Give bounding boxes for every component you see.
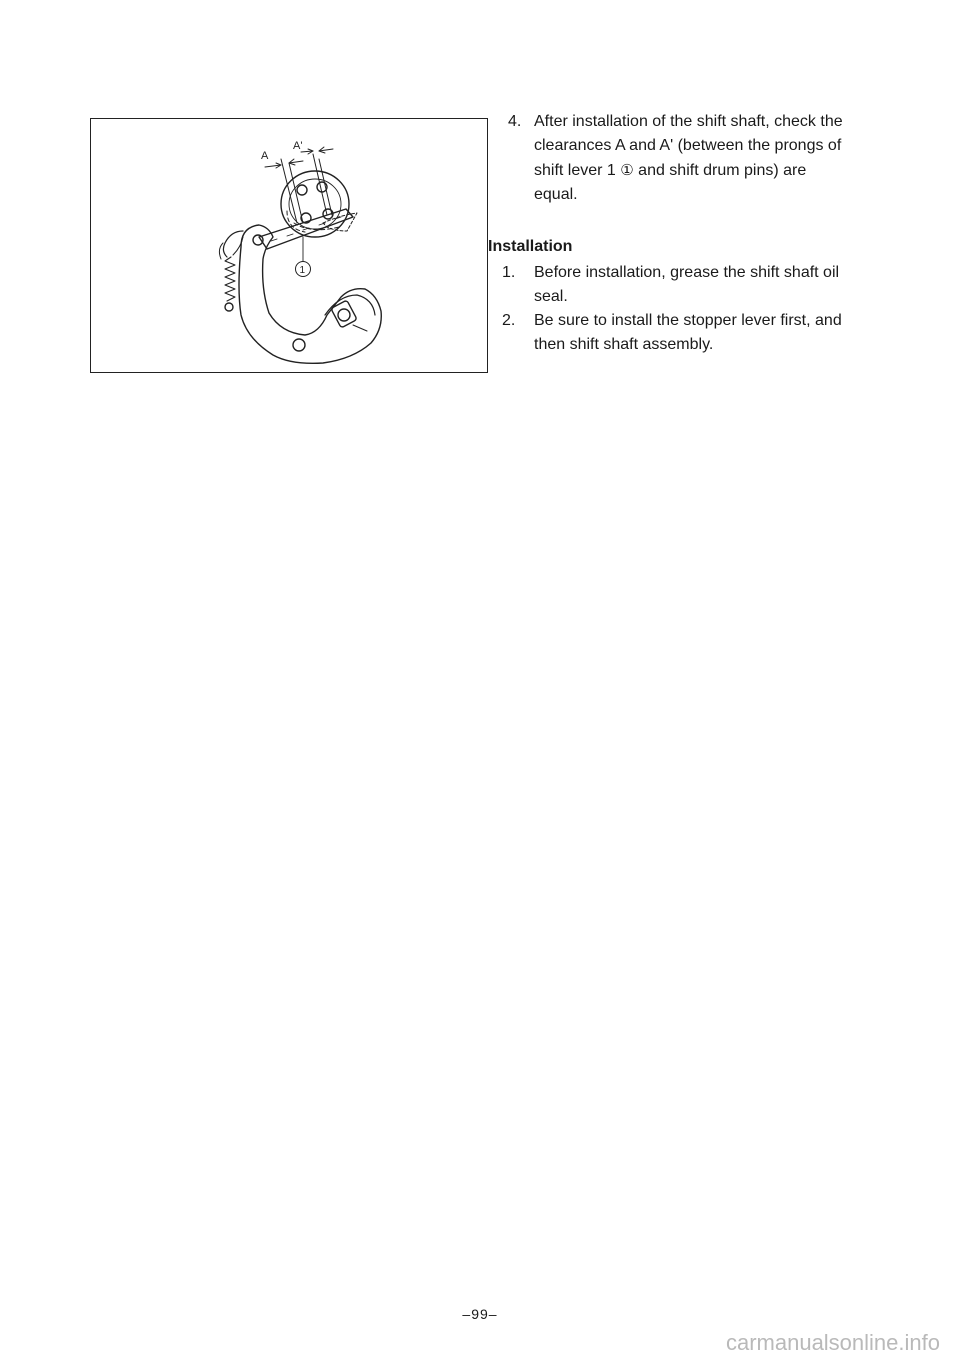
- page-number: –99–: [462, 1306, 498, 1322]
- step-number: 1.: [502, 264, 516, 281]
- watermark: carmanualsonline.info: [725, 1330, 940, 1355]
- reference-marker: ①: [620, 161, 634, 179]
- shift-lever-body: [239, 225, 381, 363]
- step-text: After installation of the shift shaft, check the clearances A and A' (between the prongs of shift lever 1: [534, 113, 843, 179]
- return-spring: [225, 257, 235, 301]
- label-a-prime: A': [293, 140, 303, 152]
- installation-heading: Installation: [488, 238, 573, 255]
- lower-pivot-hole: [293, 339, 305, 351]
- shift-mechanism-figure: [90, 118, 488, 373]
- step-number: 2.: [502, 312, 516, 329]
- label-a: A: [261, 150, 269, 162]
- shift-lever-diagram: [91, 119, 487, 372]
- step-text: Be sure to install the stopper lever first, and then shift shaft assembly.: [534, 312, 842, 353]
- label-ref-1: 1: [299, 265, 306, 276]
- step-4: [488, 110, 848, 207]
- installation-step-1: [488, 261, 848, 309]
- step-text-continued: and shift drum pins) are equal.: [534, 162, 807, 203]
- instruction-text: [488, 110, 848, 357]
- step-text: Before installation, grease the shift shaft oil seal.: [534, 264, 840, 305]
- drum-pin: [297, 185, 307, 195]
- step-number: 4.: [508, 113, 522, 130]
- installation-step-2: [488, 309, 848, 357]
